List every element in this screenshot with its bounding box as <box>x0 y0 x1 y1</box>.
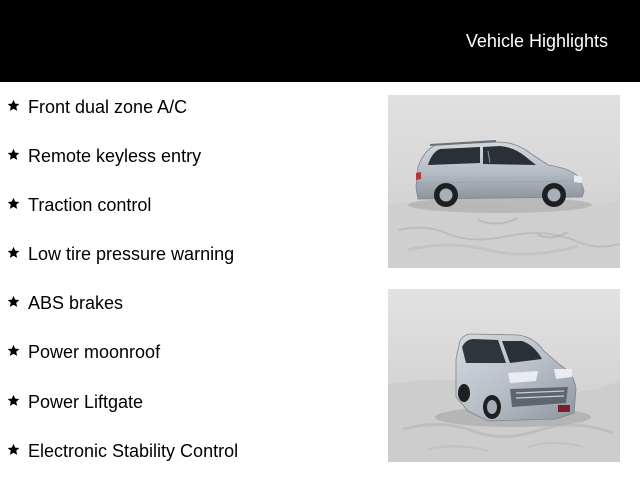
list-item <box>0 340 370 366</box>
vehicle-front-image <box>388 289 620 462</box>
list-item <box>0 291 370 317</box>
star-icon <box>7 394 20 407</box>
feature-label: Power moonroof <box>28 342 161 362</box>
star-icon <box>7 344 20 357</box>
list-item <box>0 193 370 219</box>
star-icon <box>7 443 20 456</box>
feature-label: Low tire pressure warning <box>28 244 235 264</box>
vehicle-photo-front[interactable] <box>388 289 620 462</box>
feature-label: Traction control <box>28 195 152 215</box>
feature-label: Front dual zone A/C <box>28 97 188 117</box>
star-icon <box>7 197 20 210</box>
feature-label: Power Liftgate <box>28 392 144 412</box>
feature-label: Remote keyless entry <box>28 146 202 166</box>
vehicle-side-image <box>388 95 620 268</box>
list-item <box>0 390 370 416</box>
list-item <box>0 242 370 268</box>
star-icon <box>7 246 20 259</box>
vehicle-photo-side[interactable] <box>388 95 620 268</box>
header-bar <box>0 0 640 82</box>
list-item <box>0 95 370 121</box>
list-item <box>0 439 370 465</box>
star-icon <box>7 99 20 112</box>
star-icon <box>7 148 20 161</box>
list-item <box>0 144 370 170</box>
page-title: Vehicle Highlights <box>465 31 608 51</box>
star-icon <box>7 295 20 308</box>
feature-label: ABS brakes <box>28 293 124 313</box>
feature-label: Electronic Stability Control <box>28 441 239 461</box>
